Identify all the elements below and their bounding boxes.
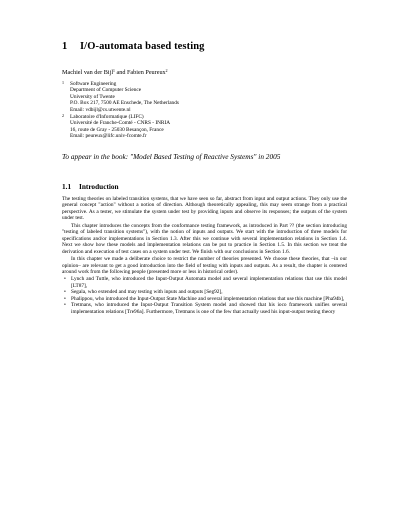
body-text: [62, 196, 347, 315]
chapter-title: [62, 41, 205, 52]
affiliation-mark-2: 2: [62, 112, 64, 118]
affiliation-line: Laboratoire d'Informatique (LIFC): [70, 113, 144, 120]
bullet-text: Segala, who extended and may testing with inputs and outputs [Seg92],: [71, 289, 223, 296]
affiliation-2: [62, 114, 179, 140]
affiliation-line: Software Engineering: [70, 81, 117, 87]
bullet-text: Lynch and Tuttle, who introduced the Input-Output Automata model and several implementation relations that use this model [LT87],: [71, 276, 347, 289]
author-line: [62, 69, 168, 76]
bullet-text: Tretmans, who introduced the Input-Output Transition System model and showed that his ioco framework unifies several implementation relations [Tre96a]. Furthermore, Tretmans is one of the few that actually used his input-output testing theory: [71, 302, 347, 315]
bullet-glyph: •: [64, 276, 66, 283]
paragraph: In this chapter we made a deliberate choice to restrict the number of theories presented. We choose these theories, that –in our opinion– are relevant to get a good introduction into the field of testing with inputs and outputs. As a result, the chapter is centered around work from the following people (presented more or less in historical order).: [62, 256, 347, 275]
bullet-item: [62, 276, 347, 289]
author-name-1: Machiel van der Bijl: [62, 69, 114, 76]
affiliations: [62, 81, 179, 140]
bullet-text: Phalippou, who introduced the Input-Output State Machine and several implementation relations that use this machine [Pha94b],: [71, 295, 345, 302]
author-separator: and: [114, 69, 127, 76]
author-mark-2: 2: [165, 69, 168, 73]
bullet-glyph: •: [64, 289, 66, 296]
publication-note: To appear in the book: "Model Based Testing of Reactive Systems" in 2005: [62, 152, 281, 161]
bullet-glyph: •: [64, 295, 66, 302]
section-heading: [62, 182, 119, 191]
bullet-list: [62, 276, 347, 315]
affiliation-line: Université de Franche-Comté - CNRS - INRIA: [70, 120, 171, 127]
affiliation-email: Email: peureux@lifc.univ-fcomte.fr: [70, 133, 147, 140]
affiliation-email: Email: vdbijl@cs.utwente.nl: [70, 106, 131, 113]
bullet-glyph: •: [64, 302, 66, 309]
section-number: 1.1: [62, 182, 72, 191]
author-name-2: Fabien Peureux: [126, 69, 166, 76]
affiliation-line: 16, route de Gray - 25030 Besançon, France: [70, 126, 164, 133]
author-mark-1: 1: [113, 69, 115, 73]
paragraph: The testing theories on labeled transition systems, that we have seen so far, abstract from input and output actions. They only use the general concept "action" without a notion of direction. Although theoretically appealing, this may seem strange from a practical perspective. As a tester, we stimulate the system under test by providing inputs and observe its responses; the outputs of the system under test.: [62, 196, 347, 222]
chapter-number: 1: [62, 41, 68, 52]
affiliation-mark-1: 1: [62, 80, 64, 85]
chapter-title-text: I/O-automata based testing: [80, 41, 205, 52]
paragraph: This chapter introduces the concepts from the conformance testing framework, as introduced in Part ?? (the section introducing "testing of labeled transition systems"), with the notion of inputs and outputs. We start with the introduction of three models for specifications and/or implementations in Section 1.3. After this we continue with several implementation relations in Section 1.4. Next we show how these models and implementation relations can be put to practice in Section 1.5. In this section we treat the derivation and execution of test cases on a system under test. We finish with our conclusions in Section 1.6.: [62, 222, 347, 255]
bullet-item: [62, 302, 347, 315]
affiliation-line: Department of Computer Science: [70, 87, 142, 94]
affiliation-line: University of Twente: [70, 93, 115, 100]
section-title-text: Introduction: [79, 182, 119, 191]
affiliation-1: [62, 81, 179, 113]
affiliation-line: P.O. Box 217, 7500 AE Enschede, The Netherlands: [70, 100, 179, 107]
